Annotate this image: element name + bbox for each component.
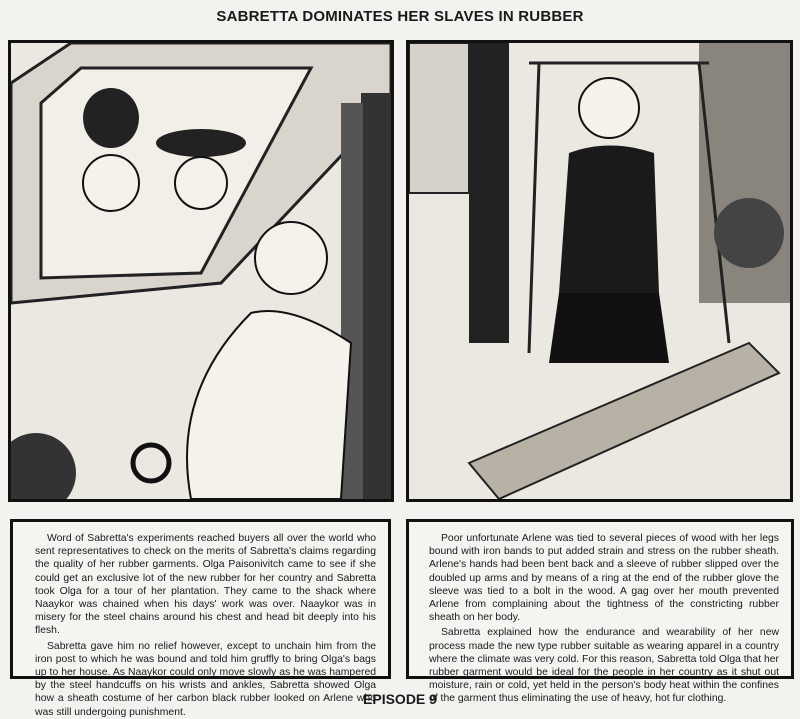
caption-paragraph: Word of Sabretta's experiments reached buyers all over the world who sent representatives to check on the merits of Sabretta's claims regarding the quality of her rubber garments. Olga Paisonivitch came to see if she could get an exclusive lot of the new rubber for her country and Sabretta took Olga for a tour of her plantation. They came to the shack where Naaykor was chained when his days' work was over. Naaykor was in misery for the steel chains around his chest and head bit deeply into his flesh. xyxy=(35,533,376,637)
right-illustration xyxy=(409,43,790,499)
caption-paragraph: Poor unfortunate Arlene was tied to several pieces of wood with her legs bound with iron bands to put added strain and stress on the rubber sheath. Arlene's hands had been bent back and a sleeve of rubber slipped over the doubled up arms and by means of a ring at the end of the rubber glove the sleeve was tied to a bolt in the wood. A gag over her mouth prevented Arlene from complaining about the tightness of the constricting rubber sheath on her body. xyxy=(429,533,779,624)
left-illustration-panel xyxy=(8,40,394,502)
caption-paragraph: Sabretta gave him no relief however, except to unchain him from the iron post to which he was bound and told him gruffly to bring Olga's bags up to her house. As Naaykor could only move slowly as he was hampered by the steel handcuffs on his wrists and ankles, Sabretta showed Olga how a sheath costume of her carbon black rubber looked on Arlene who was still undergoing punishment. xyxy=(35,640,376,718)
page-title: SABRETTA DOMINATES HER SLAVES IN RUBBER xyxy=(216,8,584,25)
caption-paragraph: Sabretta explained how the endurance and wearability of her new process made the new type rubber suitable as wearing apparel in a country where the climate was very cold. For this reason, Sabretta told Olga that her rubber garment would be ideal for the people in her country as it shut out moisture, rain or cold, yet held in the person's body heat within the confines of the garment thus eliminating the use of heavy, hot fur clothing. xyxy=(429,627,779,705)
left-caption-box xyxy=(10,519,391,718)
right-illustration-panel xyxy=(406,40,793,502)
right-caption-box xyxy=(406,519,794,705)
left-illustration xyxy=(11,43,391,499)
episode-label: EPISODE 9 xyxy=(363,691,437,707)
